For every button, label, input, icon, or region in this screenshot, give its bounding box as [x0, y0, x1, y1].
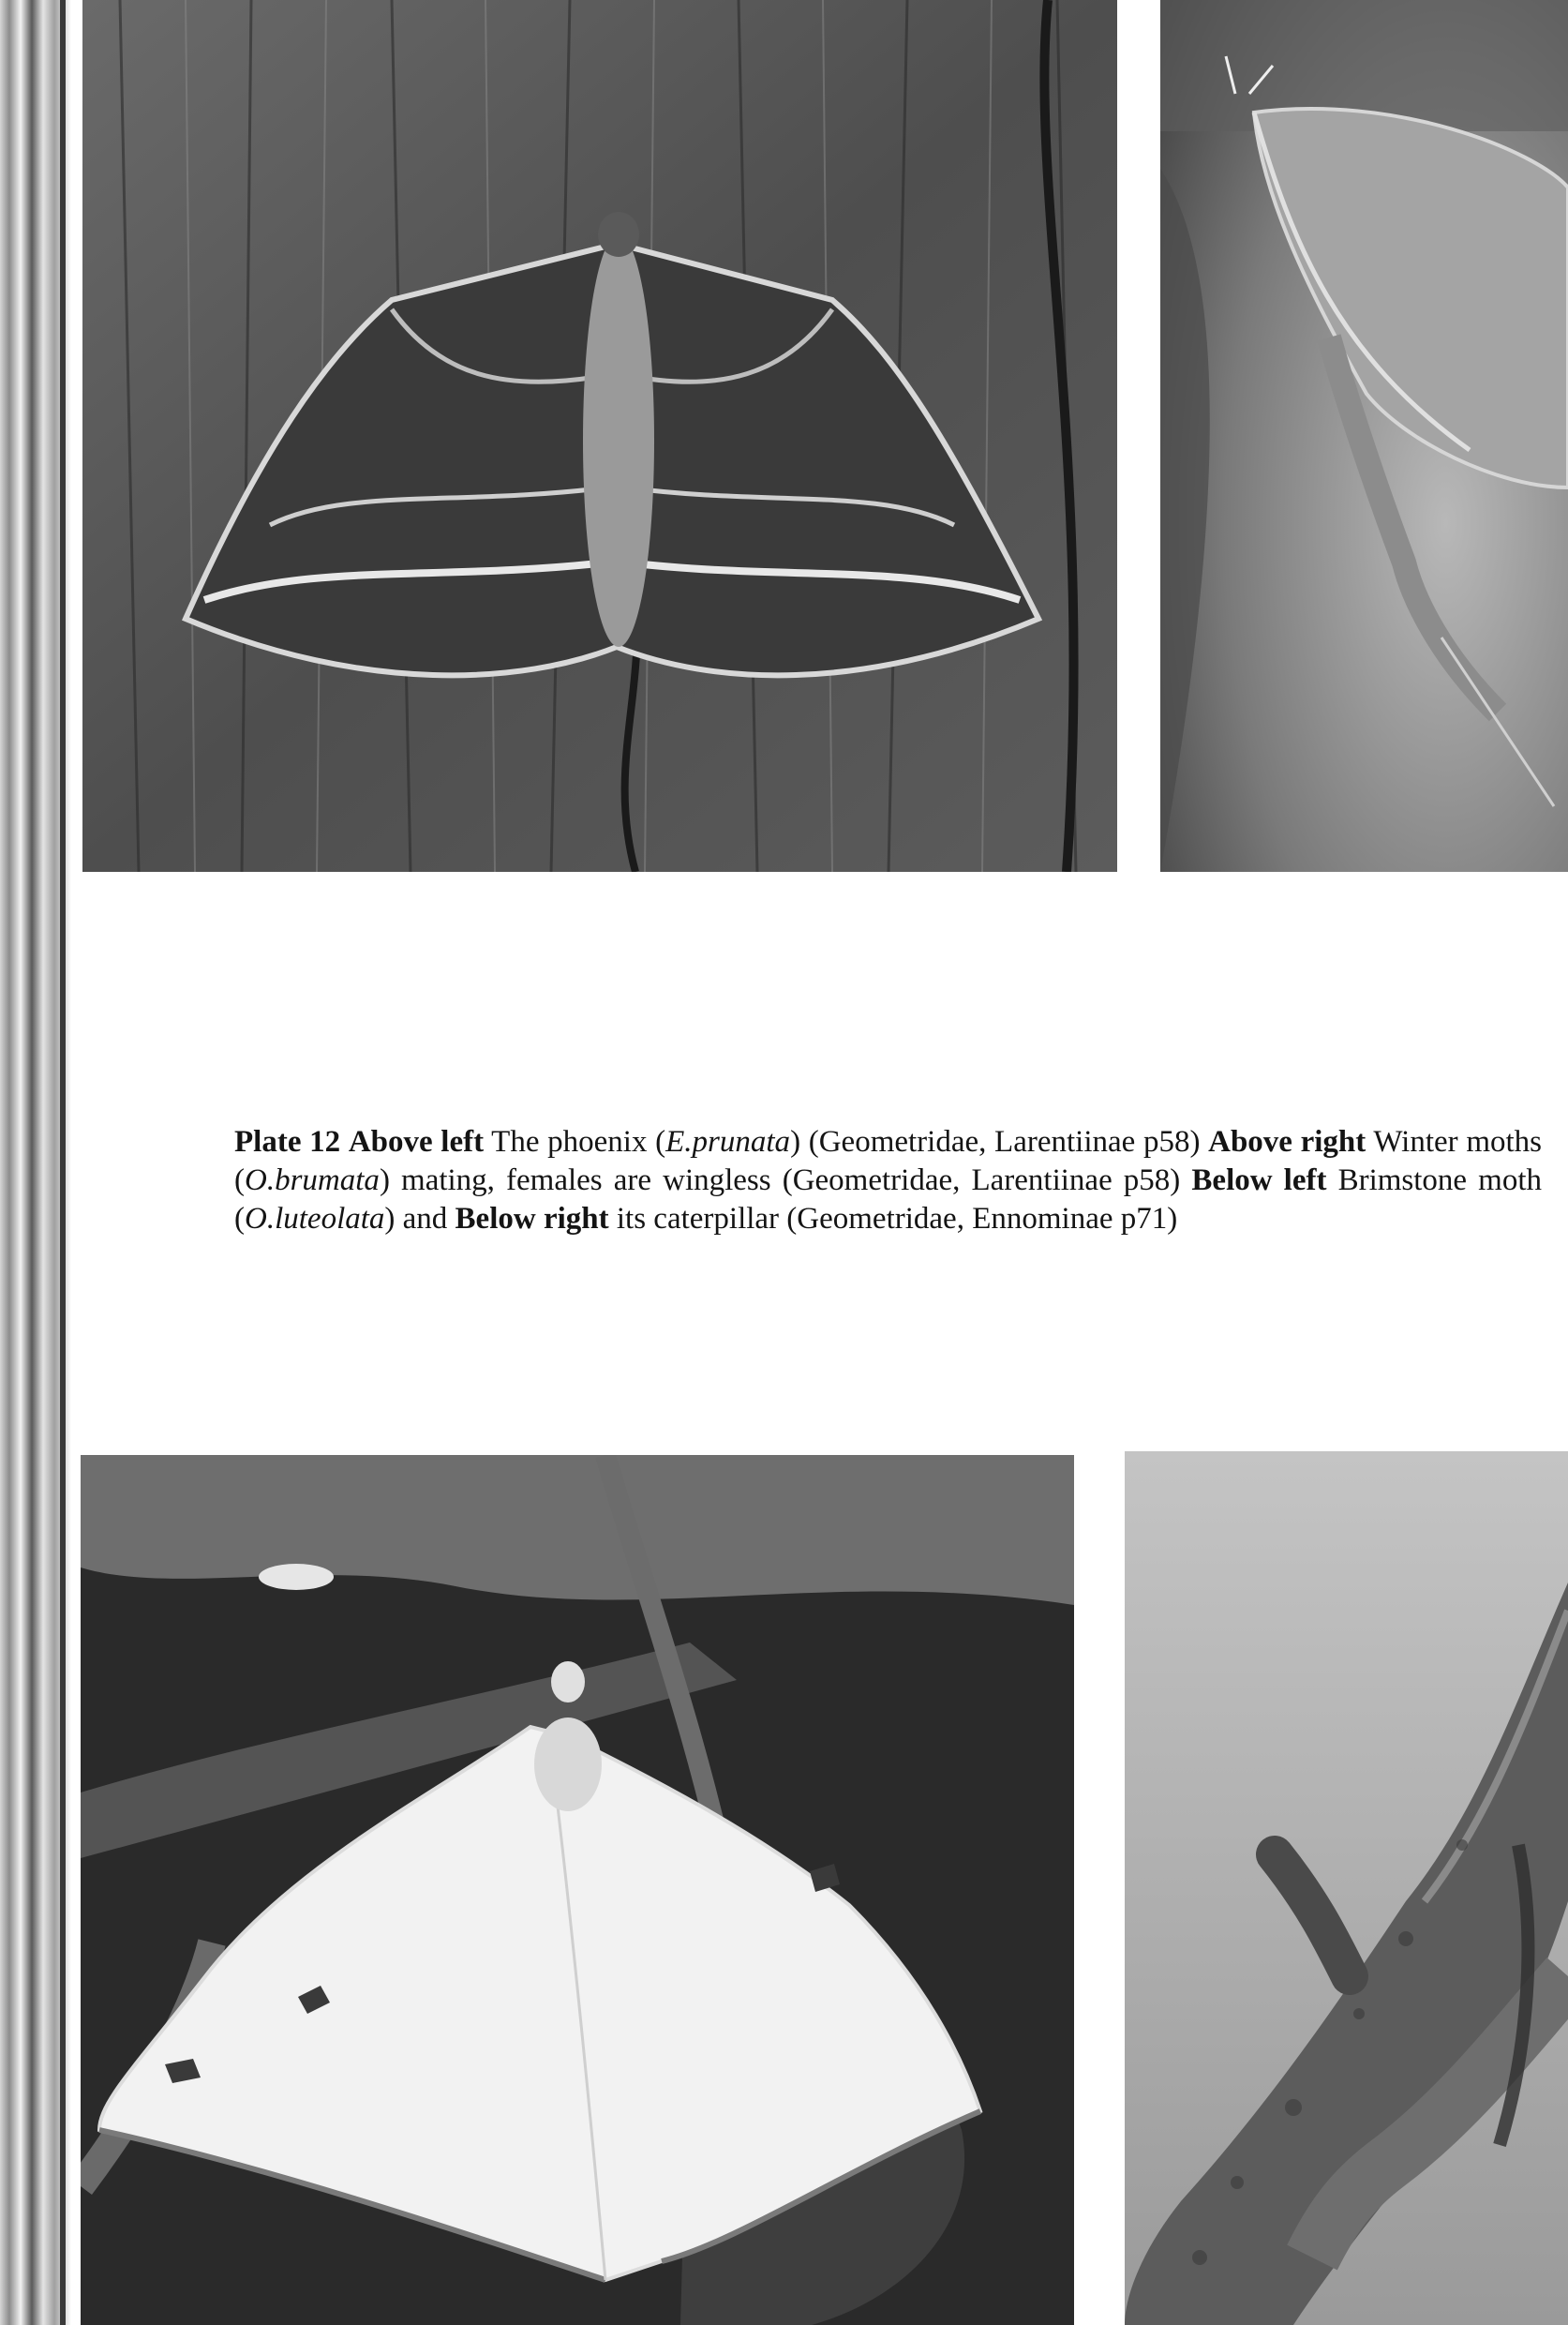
photo-phoenix-moth	[82, 0, 1117, 872]
photo-brimstone-caterpillar	[1125, 1451, 1568, 2325]
photo-winter-moths	[1160, 0, 1568, 872]
above-right-text-1: Winter moths (	[234, 1125, 1542, 1197]
above-left-species: E.prunata	[665, 1125, 791, 1159]
below-right-label: Below right	[455, 1202, 609, 1236]
above-left-text-1: The phoenix (	[484, 1125, 666, 1159]
below-left-text-1: Brimstone moth (	[234, 1163, 1542, 1236]
book-gutter-line	[60, 0, 66, 2325]
above-right-label: Above right	[1208, 1125, 1366, 1159]
photo-brimstone-moth	[81, 1455, 1074, 2325]
above-right-species: O.brumata	[245, 1163, 380, 1197]
below-left-species: O.luteolata	[245, 1202, 385, 1236]
plate-label: Plate 12	[234, 1125, 341, 1159]
below-left-label: Below left	[1191, 1163, 1327, 1197]
below-right-text: its caterpillar (Geometridae, Ennominae p71)	[608, 1202, 1178, 1236]
above-left-label: Above left	[348, 1125, 485, 1159]
above-left-text-2: ) (Geometridae, Larentiinae p58)	[790, 1125, 1209, 1159]
below-left-text-2: ) and	[384, 1202, 455, 1236]
above-right-text-2: ) mating, females are wingless (Geometridae, Larentiinae p58)	[379, 1163, 1192, 1197]
plate-caption	[234, 1123, 1542, 1238]
